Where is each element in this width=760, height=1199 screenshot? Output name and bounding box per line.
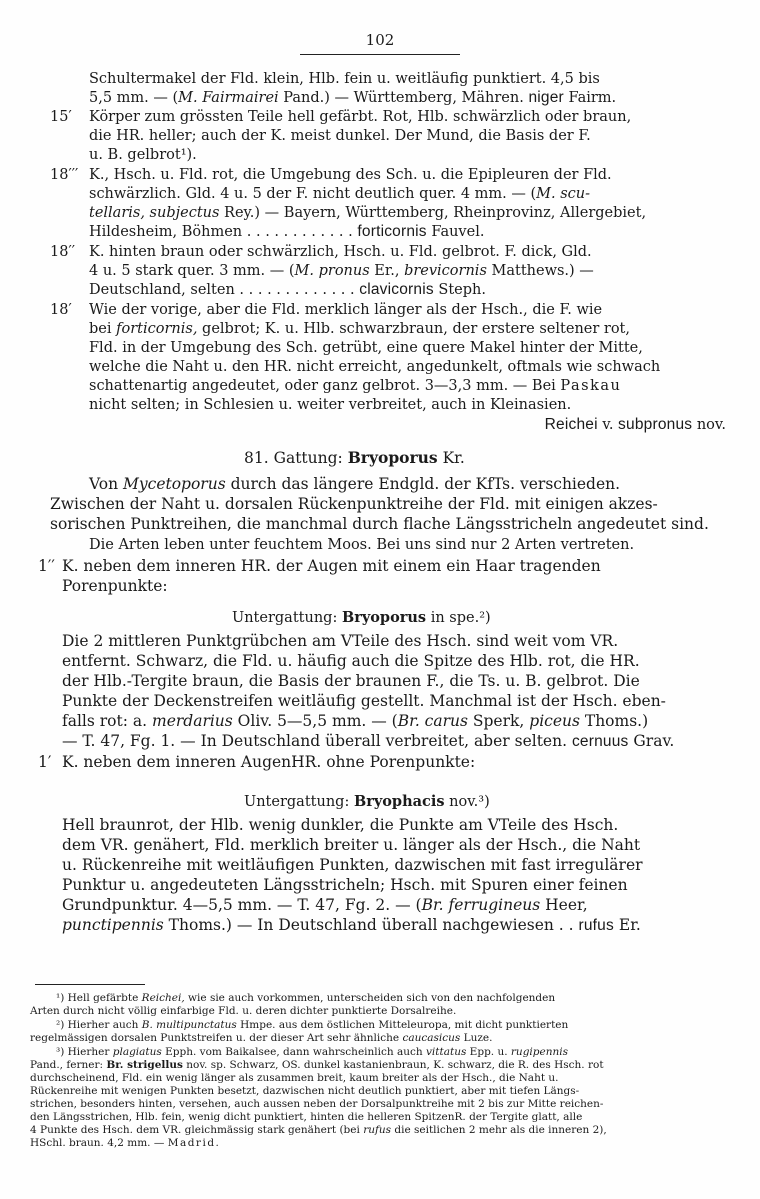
text-line: 5,5 mm. — (M. Fairmairei Pand.) — Württemberg, Mähren. niger Fairm. — [89, 89, 617, 106]
text-line: Schultermakel der Fld. klein, Hlb. fein u. weitläufig punktiert. 4,5 bis — [89, 71, 600, 87]
species-name: clavicornis — [359, 281, 434, 298]
text-line: punctipennis Thoms.) — In Deutschland überall nachgewiesen . . rufus Er. — [62, 916, 641, 934]
species-name: cernuus — [571, 733, 629, 750]
text-line: entfernt. Schwarz, die Fld. u. häufig auch die Spitze des Hlb. rot, die HR. — [62, 652, 640, 670]
text-line: Körper zum grössten Teile hell gefärbt. Rot, Hlb. schwärzlich oder braun, — [89, 109, 632, 125]
text-line: Grundpunktur. 4—5,5 mm. — T. 47, Fg. 2. — (Br. ferrugineus Heer, — [62, 896, 588, 914]
footnote-line: HSchl. braun. 4,2 mm. — Madrid. — [30, 1137, 221, 1149]
key-number: 1′′ — [38, 557, 55, 575]
genus-heading: 81. Gattung: Bryoporus Kr. — [244, 448, 465, 467]
text-line: u. B. gelbrot¹). — [89, 147, 197, 163]
text-line: dem VR. genähert, Fld. merklich breiter u. länger als der Hsch., die Naht — [62, 836, 641, 854]
text-line: Deutschland, selten . . . . . . . . . . . . . clavicornis Steph. — [89, 281, 486, 298]
text-line: tellaris, subjectus Rey.) — Bayern, Württemberg, Rheinprovinz, Allergebiet, — [89, 205, 647, 221]
footnote-rule — [35, 984, 145, 985]
text-line: falls rot: a. merdarius Oliv. 5—5,5 mm. — (Br. carus Sperk, piceus Thoms.) — [62, 712, 649, 730]
text-line: K. neben dem inneren AugenHR. ohne Porenpunkte: — [62, 753, 476, 771]
text-line: schattenartig angedeutet, oder ganz gelbrot. 3—3,3 mm. — Bei Paskau — [89, 378, 622, 394]
key-number: 18′ — [50, 302, 72, 318]
footnote-line: regelmässigen dorsalen Punktstreifen u. der dieser Art sehr ähnliche caucasicus Luze. — [30, 1032, 493, 1044]
text-line: Reichei v. subpronus nov. — [544, 416, 726, 433]
text-line: Punktur u. angedeuteten Längsstricheln; Hsch. mit Spuren einer feinen — [62, 876, 628, 894]
species-name: niger — [528, 89, 564, 106]
header-rule — [300, 54, 460, 55]
species-name: forticornis — [357, 223, 427, 240]
text-line: Zwischen der Naht u. dorsalen Rückenpunktreihe der Fld. mit einigen akzes- — [50, 495, 658, 513]
footnote-line: ³) Hierher plagiatus Epph. vom Baikalsee, dann wahrscheinlich auch vittatus Epp. u. rugipennis — [56, 1046, 568, 1058]
subgenus-heading: Untergattung: Bryoporus in spe.²) — [232, 609, 491, 626]
text-line: Porenpunkte: — [62, 577, 168, 595]
species-name: subpronus — [618, 416, 693, 433]
text-line: welche die Naht u. den HR. nicht erreicht, angedunkelt, oftmals wie schwach — [89, 359, 661, 375]
text-line: Hildesheim, Böhmen . . . . . . . . . . . . forticornis Fauvel. — [89, 223, 485, 240]
footnote-line: 4 Punkte des Hsch. dem VR. gleichmässig stark genähert (bei rufus die seitlichen 2 mehr als die inneren 2), — [30, 1124, 607, 1136]
page-number: 102 — [365, 31, 395, 49]
text-line: die HR. heller; auch der K. meist dunkel. Der Mund, die Basis der F. — [89, 128, 591, 144]
text-line: bei forticornis, gelbrot; K. u. Hlb. schwarzbraun, der erstere seltener rot, — [89, 321, 630, 337]
key-number: 15′ — [50, 109, 72, 125]
text-line: — T. 47, Fg. 1. — In Deutschland überall verbreitet, aber selten. cernuus Grav. — [62, 732, 675, 750]
text-line: sorischen Punktreihen, die manchmal durch flache Längsstricheln angedeutet sind. — [50, 515, 709, 533]
text-line: K., Hsch. u. Fld. rot, die Umgebung des Sch. u. die Epipleuren der Fld. — [89, 167, 612, 183]
text-line: der Hlb.-Tergite braun, die Basis der braunen F., die Ts. u. B. gelbrot. Die — [62, 672, 640, 690]
text-line: Fld. in der Umgebung des Sch. getrübt, eine quere Makel hinter der Mitte, — [89, 340, 643, 356]
text-line: Die 2 mittleren Punktgrübchen am VTeile des Hsch. sind weit vom VR. — [62, 632, 619, 650]
footnote-line: den Längsstrichen, Hlb. fein, wenig dicht punktiert, hinten die helleren SpitzenR. der Tergite glatt, alle — [30, 1111, 583, 1123]
text-line: Hell braunrot, der Hlb. wenig dunkler, die Punkte am VTeile des Hsch. — [62, 816, 619, 834]
subgenus-heading: Untergattung: Bryophacis nov.³) — [244, 793, 490, 810]
text-line: u. Rückenreihe mit weitläufigen Punkten, dazwischen mit fast irregulärer — [62, 856, 643, 874]
text-line: Punkte der Deckenstreifen weitläufig gestellt. Manchmal ist der Hsch. eben- — [62, 692, 666, 710]
footnote-line: durchscheinend, Fld. ein wenig länger als zusammen breit, kaum breiter als der Hsch., die Naht u. — [30, 1072, 559, 1084]
text-line: K. neben dem inneren HR. der Augen mit einem ein Haar tragenden — [62, 557, 601, 575]
species-name: Reichei — [544, 416, 598, 433]
text-line: nicht selten; in Schlesien u. weiter verbreitet, auch in Kleinasien. — [89, 397, 572, 413]
key-number: 18′′′ — [50, 167, 79, 183]
text-line: K. hinten braun oder schwärzlich, Hsch. u. Fld. gelbrot. F. dick, Gld. — [89, 244, 592, 260]
footnote-line: Pand., ferner: Br. strigellus nov. sp. Schwarz, OS. dunkel kastanienbraun, K. schwarz, die R. des Hsch. rot — [30, 1059, 604, 1071]
footnote-line: strichen, besonders hinten, versehen, auch aussen neben der Dorsalpunktreihe mit 2 bis zur Mitte reichen- — [30, 1098, 604, 1110]
text-line: schwärzlich. Gld. 4 u. 5 der F. nicht deutlich quer. 4 mm. — (M. scu- — [89, 186, 591, 202]
footnote-line: Rückenreihe mit wenigen Punkten besetzt, dazwischen nicht deutlich punktiert, aber mit tiefen Längs- — [30, 1085, 580, 1097]
footnote-line: ²) Hierher auch B. multipunctatus Hmpe. aus dem östlichen Mitteleuropa, mit dicht punktierten — [56, 1019, 569, 1031]
text-line: Wie der vorige, aber die Fld. merklich länger als der Hsch., die F. wie — [89, 302, 603, 318]
key-number: 1′ — [38, 753, 52, 771]
footnote-line: Arten durch nicht völlig einfarbige Fld. u. deren dichter punktierte Dorsalreihe. — [30, 1005, 457, 1017]
footnote-line: ¹) Hell gefärbte Reichei, wie sie auch vorkommen, unterscheiden sich von den nachfolgenden — [56, 992, 556, 1004]
text-line: Von Mycetoporus durch das längere Endgld. der KfTs. verschieden. — [89, 475, 621, 493]
key-number: 18′′ — [50, 244, 76, 260]
species-name: rufus — [578, 917, 614, 934]
text-line: 4 u. 5 stark quer. 3 mm. — (M. pronus Er., brevicornis Matthews.) — — [89, 263, 594, 279]
text-line: Die Arten leben unter feuchtem Moos. Bei uns sind nur 2 Arten vertreten. — [89, 537, 635, 553]
